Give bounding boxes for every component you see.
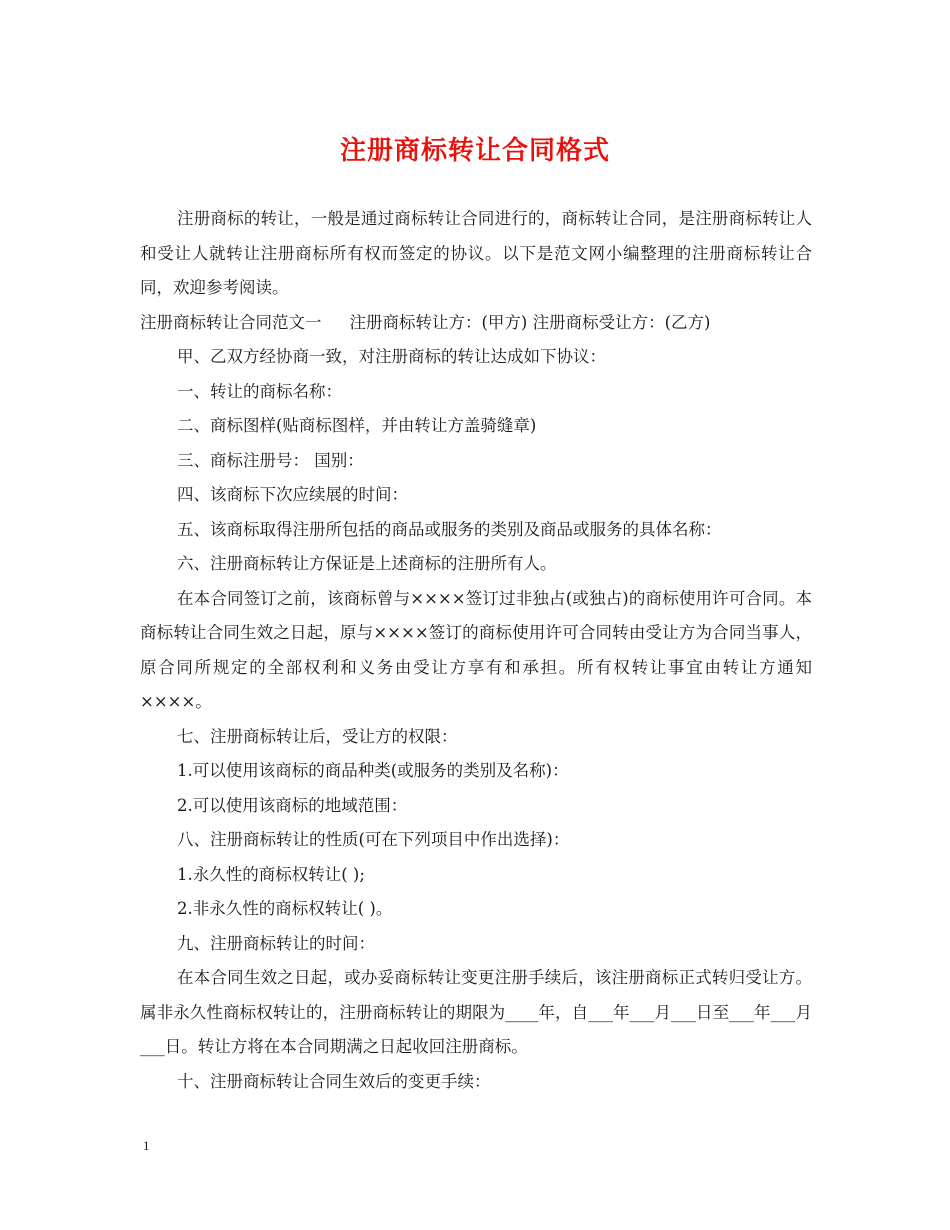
intro-paragraph: 注册商标的转让，一般是通过商标转让合同进行的，商标转让合同，是注册商标转让人和受让人就转让注册商标所有权而签定的协议。以下是范文网小编整理的注册商标转让合同，欢迎参考阅读。 (140, 209, 812, 297)
clause-9: 九、注册商标转让的时间： (177, 933, 375, 953)
clause-10: 十、注册商标转让合同生效后的变更手续： (177, 1071, 491, 1091)
clause-8-item-2: 2.非永久性的商标权转让( )。 (177, 899, 393, 918)
document-title: 注册商标转让合同格式 (339, 136, 610, 166)
clause-7-item-2: 2.可以使用该商标的地域范围： (177, 795, 408, 815)
term-paragraph: 在本合同生效之日起，或办妥商标转让变更注册手续后，该注册商标正式转归受让方。 属非永久性商标权转让的，注册商标转让的期限为____年，自___年___月___日至___年___月___日。转让方将在本合同期满之日起收回注册商标。 (140, 968, 812, 1056)
clause-7-item-1: 1.可以使用该商标的商品种类(或服务的类别及名称)： (177, 761, 569, 780)
clause-1: 一、转让的商标名称： (177, 381, 342, 401)
license-paragraph: 在本合同签订之前，该商标曾与××××签订过非独占(或独占)的商标使用许可合同。本商标转让合同生效之日起，原与××××签订的商标使用许可合同转由受让方为合同当事人，原合同所规定的全部权利和义务由受让方享有和承担。所有权转让事宜由转让方通知××××。 (140, 588, 812, 711)
sample-parties-line (140, 306, 812, 341)
page-number: 1 (143, 1138, 150, 1153)
clause-7: 七、注册商标转让后，受让方的权限： (177, 726, 458, 746)
clause-6: 六、注册商标转让方保证是上述商标的注册所有人。 (177, 554, 557, 573)
clause-4: 四、该商标下次应续展的时间： (177, 485, 408, 504)
clause-2: 二、商标图样(贴商标图样，并由转让方盖骑缝章) (177, 416, 537, 435)
clause-8: 八、注册商标转让的性质(可在下列项目中作出选择)： (177, 830, 570, 849)
document-body (140, 202, 812, 1099)
paragraph: 甲、乙双方经协商一致，对注册商标的转让达成如下协议： (177, 347, 606, 366)
parties-text: 注册商标转让方：(甲方) 注册商标受让方：(乙方) (349, 312, 711, 332)
clause-8-item-1: 1.永久性的商标权转让( ); (177, 864, 365, 884)
clause-3: 三、商标注册号： 国别： (177, 450, 364, 470)
clause-5: 五、该商标取得注册所包括的商品或服务的类别及商品或服务的具体名称： (177, 519, 722, 539)
sample-label: 注册商标转让合同范文一 (140, 312, 322, 332)
